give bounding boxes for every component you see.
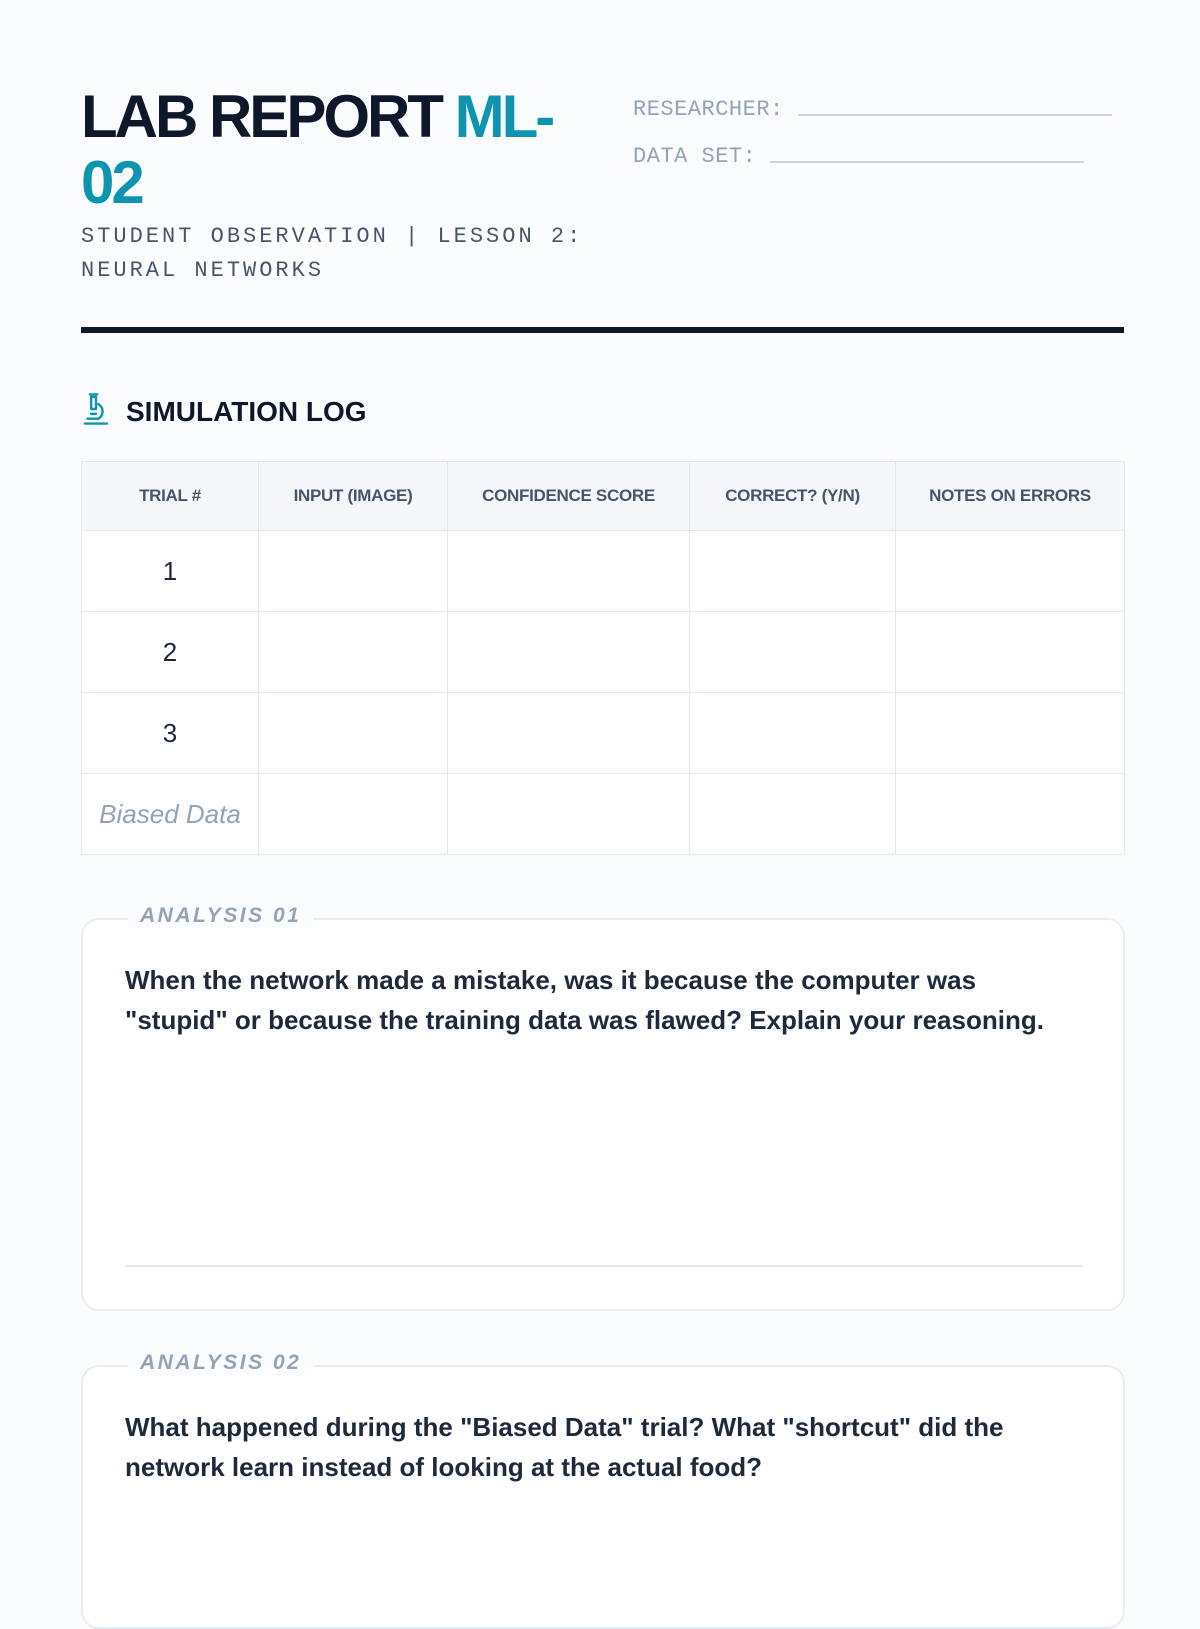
trial-number-cell: Biased Data [82, 774, 259, 855]
simulation-log-table [81, 461, 1125, 855]
input-cell[interactable] [259, 531, 448, 612]
simulation-log-heading [81, 392, 367, 431]
confidence-cell[interactable] [448, 612, 690, 693]
column-header: INPUT (IMAGE) [259, 462, 448, 531]
notes-cell[interactable] [896, 693, 1125, 774]
trial-number-cell: 1 [82, 531, 259, 612]
column-header: CORRECT? (Y/N) [690, 462, 896, 531]
confidence-cell[interactable] [448, 693, 690, 774]
confidence-cell[interactable] [448, 531, 690, 612]
table-row [82, 612, 1125, 693]
dataset-label: DATA SET: [633, 144, 757, 169]
simulation-log-title: SIMULATION LOG [126, 395, 367, 427]
table-row [82, 693, 1125, 774]
notes-cell[interactable] [896, 774, 1125, 855]
table-header-row [82, 462, 1125, 531]
input-cell[interactable] [259, 774, 448, 855]
answer-line[interactable] [125, 1265, 1083, 1267]
dataset-row [633, 131, 1123, 169]
microscope-icon [81, 392, 126, 431]
report-subtitle: STUDENT OBSERVATION | LESSON 2: NEURAL NETWORKS [81, 224, 584, 283]
researcher-label: RESEARCHER: [633, 97, 784, 122]
analysis-card-02 [81, 1351, 1125, 1629]
confidence-cell[interactable] [448, 774, 690, 855]
analysis-label: ANALYSIS 01 [128, 904, 313, 928]
correct-cell[interactable] [690, 774, 896, 855]
table-row [82, 774, 1125, 855]
analysis-question: What happened during the "Biased Data" trial? What "shortcut" did the network learn instead of looking at the actual food? [125, 1412, 1004, 1482]
correct-cell[interactable] [690, 612, 896, 693]
analysis-label: ANALYSIS 02 [128, 1351, 313, 1375]
column-header: TRIAL # [82, 462, 259, 531]
column-header: CONFIDENCE SCORE [448, 462, 690, 531]
report-meta [633, 84, 1123, 178]
report-title [81, 84, 601, 216]
input-cell[interactable] [259, 612, 448, 693]
report-title-main: LAB REPORT [81, 83, 455, 150]
researcher-row [633, 84, 1123, 122]
trial-number-cell: 3 [82, 693, 259, 774]
header-divider [81, 327, 1124, 333]
dataset-field[interactable] [770, 161, 1084, 163]
correct-cell[interactable] [690, 531, 896, 612]
analysis-card-01 [81, 904, 1125, 1311]
table-row [82, 531, 1125, 612]
input-cell[interactable] [259, 693, 448, 774]
analysis-question: When the network made a mistake, was it because the computer was "stupid" or because the training data was flawed? Explain your reasoning. [125, 965, 1044, 1035]
correct-cell[interactable] [690, 693, 896, 774]
report-title-code: ML-02 [81, 83, 553, 216]
notes-cell[interactable] [896, 531, 1125, 612]
column-header: NOTES ON ERRORS [896, 462, 1125, 531]
notes-cell[interactable] [896, 612, 1125, 693]
trial-number-cell: 2 [82, 612, 259, 693]
researcher-field[interactable] [798, 114, 1112, 116]
